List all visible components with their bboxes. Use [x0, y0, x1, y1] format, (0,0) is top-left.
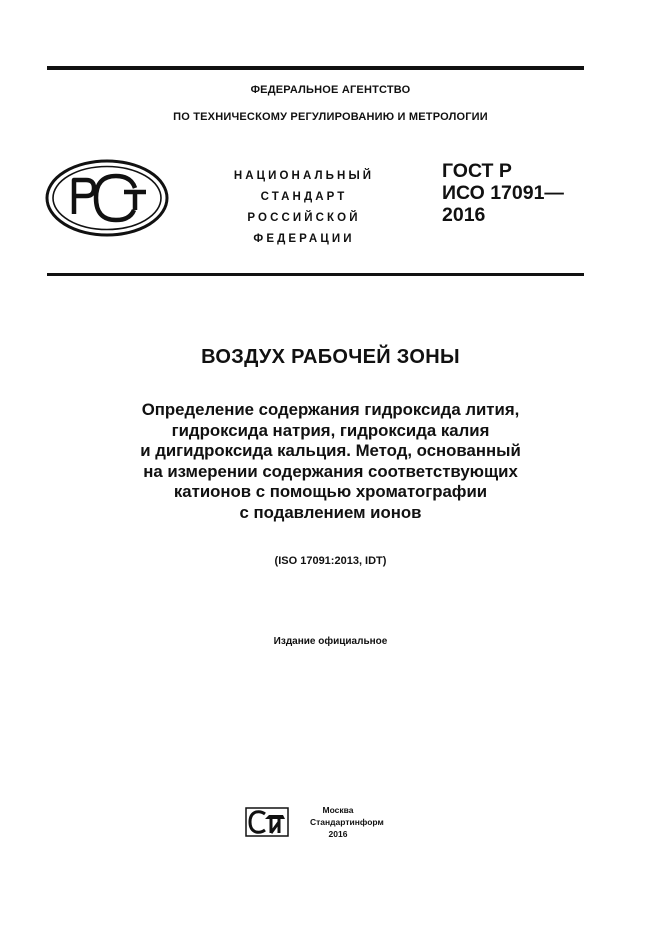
subtitle-line-5: катионов с помощью хроматографии: [173, 482, 488, 501]
publisher-info: [310, 804, 384, 840]
national-line-1: НАЦИОНАЛЬНЫЙ: [233, 170, 375, 182]
subtitle-line-3: и дигидроксида кальция. Метод, основанный: [140, 441, 521, 460]
edition-label: Издание официальное: [273, 636, 388, 647]
agency-line-2: ПО ТЕХНИЧЕСКОМУ РЕГУЛИРОВАНИЮ И МЕТРОЛОГИИ: [173, 111, 488, 123]
subtitle-line-6: с подавлением ионов: [239, 502, 422, 522]
gost-line-3: 2016: [442, 204, 486, 226]
standartinform-logo-icon: [245, 807, 289, 837]
iso-reference: (ISO 17091:2013, IDT): [274, 555, 387, 567]
middle-rule: [47, 273, 584, 276]
national-standard-label: [206, 166, 402, 250]
rst-certification-logo-icon: [44, 158, 170, 238]
gost-designation: [442, 160, 564, 226]
publisher-city: Москва: [322, 805, 354, 815]
national-line-2: СТАНДАРТ: [260, 191, 348, 203]
publisher-year: 2016: [328, 829, 348, 839]
document-subtitle: [0, 400, 661, 523]
top-rule: [47, 66, 584, 70]
gost-line-1: ГОСТ Р: [442, 160, 512, 182]
agency-line-1: ФЕДЕРАЛЬНОЕ АГЕНТСТВО: [250, 84, 411, 96]
subtitle-line-4: на измерении содержания соответствующих: [143, 461, 518, 481]
gost-line-2: ИСО 17091—: [442, 182, 564, 204]
national-line-4: ФЕДЕРАЦИИ: [253, 233, 355, 245]
national-line-3: РОССИЙСКОЙ: [247, 212, 361, 224]
document-title: ВОЗДУХ РАБОЧЕЙ ЗОНЫ: [201, 346, 460, 368]
publisher-name: Стандартинформ: [310, 817, 384, 827]
subtitle-line-1: Определение содержания гидроксида лития,: [141, 400, 520, 419]
subtitle-line-2: гидроксида натрия, гидроксида калия: [171, 420, 490, 440]
